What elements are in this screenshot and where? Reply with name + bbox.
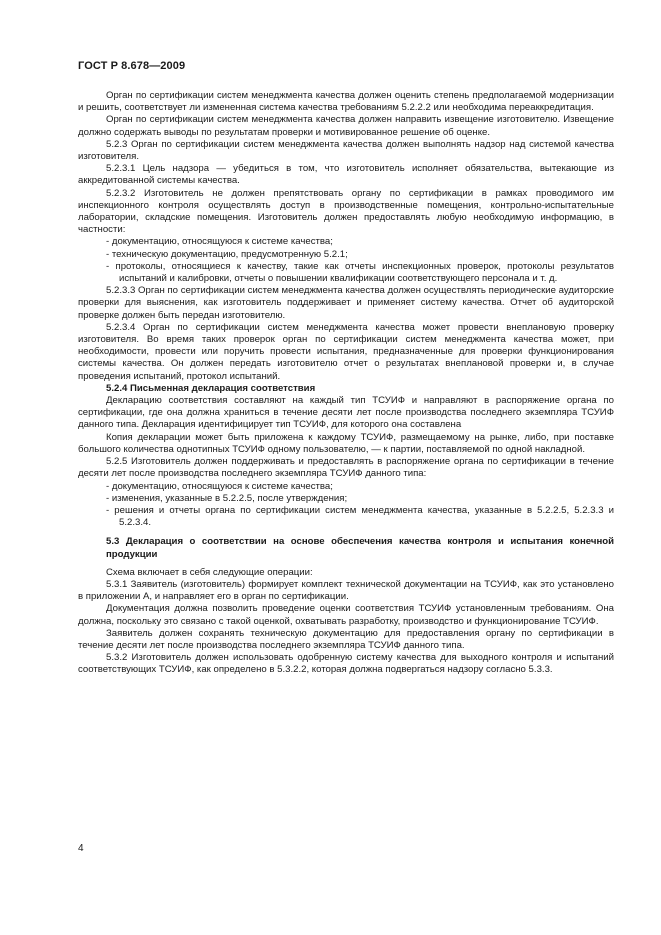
- document-body: [78, 90, 614, 677]
- paragraph: 5.3.2 Изготовитель должен использовать одобренную систему качества для выходного контроля и испытаний соответствующих ТСУИФ, как определено в 5.3.2.2, которая должна подвергаться надзору согласно 5.3.3.: [78, 652, 614, 676]
- paragraph: 5.2.3.1 Цель надзора — убедиться в том, что изготовитель исполняет обязательства, вытекающие из аккредитованной системы качества.: [78, 163, 614, 187]
- paragraph: Документация должна позволить проведение оценки соответствия ТСУИФ установленным требованиям. Она должна, поскольку это связано с такой оценкой, охватывать разработку, производство и функционирование ТСУИФ.: [78, 603, 614, 627]
- paragraph: 5.2.3 Орган по сертификации систем менеджмента качества должен выполнять надзор над системой качества изготовителя.: [78, 138, 614, 163]
- paragraph: 5.2.3.4 Орган по сертификации систем менеджмента качества может провести внеплановую проверку изготовителя. Во время таких проверок орган по сертификации систем менеджмента качества может, при необходимости, провести или поручить провести испытания, предназначенные для проверки функционирования системы качества. Он должен передать изготовителю отчет о результатах внеплановой проверки и, в случае проведения испытаний, протокол испытаний.: [78, 321, 614, 382]
- paragraph: Декларацию соответствия составляют на каждый тип ТСУИФ и направляют в распоряжение органа по сертификации, где она должна храниться в течение десяти лет после производства последнего экземпляра ТСУИФ данного типа. Декларация идентифицирует тип ТСУИФ, для которого она составлена: [78, 395, 614, 431]
- section-title: 5.3 Декларация о соответствии на основе обеспечения качества контроля и испытания конечной продукции: [106, 536, 614, 560]
- list-item: - протоколы, относящиеся к качеству, такие как отчеты инспекционных проверок, протоколы результатов испытаний и калибровки, отчеты о повышении квалификации соответствующего персонала и т. д.: [106, 260, 614, 285]
- list-item: - документацию, относящуюся к системе качества;: [106, 236, 333, 248]
- list-item: - техническую документацию, предусмотренную 5.2.1;: [106, 248, 348, 260]
- paragraph: Схема включает в себя следующие операции:: [106, 566, 313, 578]
- paragraph: Орган по сертификации систем менеджмента качества должен оценить степень предполагаемой модернизации и решить, соответствует ли измененная система качества требованиям 5.2.2.2 или необходима переаккредитация.: [78, 90, 614, 114]
- paragraph: Копия декларации может быть приложена к каждому ТСУИФ, размещаемому на рынке, либо, при поставке большого количества однотипных ТСУИФ одному пользователю, — к партии, поставляемой по одной накладной.: [78, 431, 614, 455]
- paragraph: 5.3.1 Заявитель (изготовитель) формирует комплект технической документации на ТСУИФ, как это установлено в приложении А, и направляет его в орган по сертификации.: [78, 578, 614, 603]
- list-item: - решения и отчеты органа по сертификации систем менеджмента качества, указанные в 5.2.2.5, 5.2.3.3 и 5.2.3.4.: [106, 504, 614, 529]
- paragraph: Орган по сертификации систем менеджмента качества должен направить извещение изготовителю. Извещение должно содержать выводы по результатам проверки и мотивированное решение об оценке.: [78, 114, 614, 138]
- paragraph: 5.2.3.3 Орган по сертификации систем менеджмента качества должен осуществлять периодические аудиторские проверки для выяснения, как изготовитель поддерживает и применяет систему качества. Отчет об аудиторской проверке должен быть передан изготовителю.: [78, 285, 614, 321]
- page-header: ГОСТ Р 8.678—2009: [78, 60, 186, 72]
- paragraph: 5.2.3.2 Изготовитель не должен препятствовать органу по сертификации в рамках проводимого им инспекционного контроля осуществлять доступ в производственные помещения, контрольно-испытательные лаборатории, складские помещения. Изготовитель должен предоставлять любую необходимую информацию, в частности:: [78, 187, 614, 236]
- section-heading: 5.2.4 Письменная декларация соответствия: [106, 382, 316, 394]
- page-number: 4: [78, 843, 84, 854]
- list-item: - изменения, указанные в 5.2.2.5, после утверждения;: [106, 492, 348, 504]
- paragraph: Заявитель должен сохранять техническую документацию для предоставления органу по сертификации в течение десяти лет после производства последнего экземпляра ТСУИФ данного типа.: [78, 627, 614, 651]
- list-item: - документацию, относящуюся к системе качества;: [106, 480, 333, 492]
- paragraph: 5.2.5 Изготовитель должен поддерживать и предоставлять в распоряжение органа по сертификации в течение десяти лет после производства последнего экземпляра ТСУИФ данного типа:: [78, 456, 614, 480]
